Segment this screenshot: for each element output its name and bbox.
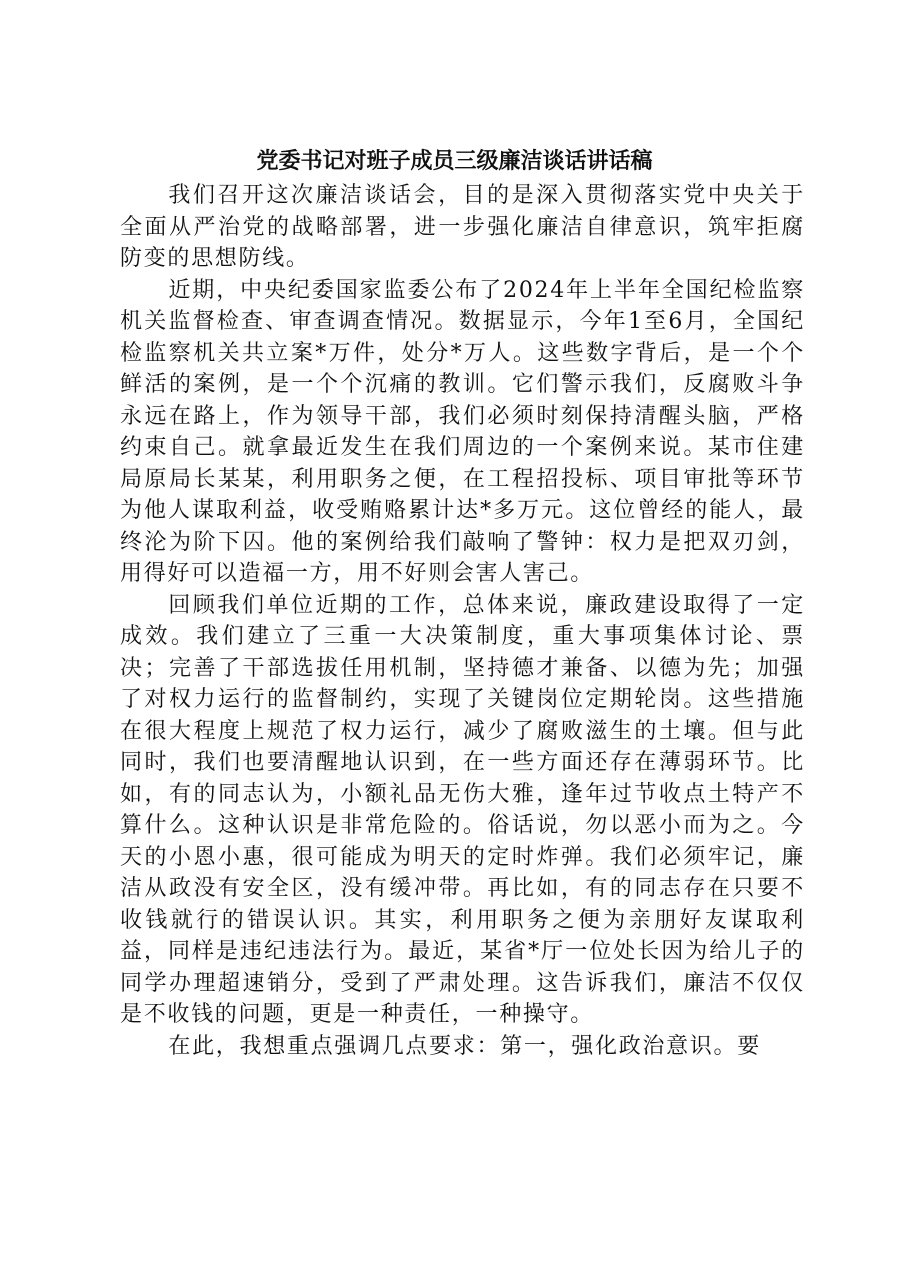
document-title: 党委书记对班子成员三级廉洁谈话讲话稿 [256,148,653,174]
paragraph-intro: 我们召开这次廉洁谈话会，目的是深入贯彻落实党中央关于全面从严治党的战略部署，进一步强化廉洁自律意识，筑牢拒腐防变的思想防线。 [120,183,805,271]
paragraph-case-warning: 近期，中央纪委国家监委公布了2024年上半年全国纪检监察机关监督检查、审查调查情况。数据显示，今年1至6月，全国纪检监察机关共立案*万件，处分*万人。这些数字背后，是一个个鲜活的案例，是一个个沉痛的教训。它们警示我们，反腐败斗争永远在路上，作为领导干部，我们必须时刻保持清醒头脑，严格约束自己。就拿最近发生在我们周边的一个案例来说。某市住建局原局长某某，利用职务之便，在工程招投标、项目审批等环节为他人谋取利益，收受贿赂累计达*多万元。这位曾经的能人，最终沦为阶下囚。他的案例给我们敲响了警钟：权力是把双刃剑，用得好可以造福一方，用不好则会害人害己。 [120,277,805,586]
document-body [120,180,805,1062]
paragraph-work-review: 回顾我们单位近期的工作，总体来说，廉政建设取得了一定成效。我们建立了三重一大决策制度，重大事项集体讨论、票决；完善了干部选拔任用机制，坚持德才兼备、以德为先；加强了对权力运行的监督制约，实现了关键岗位定期轮岗。这些措施在很大程度上规范了权力运行，减少了腐败滋生的土壤。但与此同时，我们也要清醒地认识到，在一些方面还存在薄弱环节。比如，有的同志认为，小额礼品无伤大雅，逢年过节收点土特产不算什么。这种认识是非常危险的。俗话说，勿以恶小而为之。今天的小恩小惠，很可能成为明天的定时炸弹。我们必须牢记，廉洁从政没有安全区，没有缓冲带。再比如，有的同志存在只要不收钱就行的错误认识。其实，利用职务之便为亲朋好友谋取利益，同样是违纪违法行为。最近，某省*厅一位处长因为给儿子的同学办理超速销分，受到了严肃处理。这告诉我们，廉洁不仅仅是不收钱的问题，更是一种责任，一种操守。 [120,592,805,1027]
paragraph-requirements: 在此，我想重点强调几点要求：第一，强化政治意识。要 [168,1033,761,1059]
